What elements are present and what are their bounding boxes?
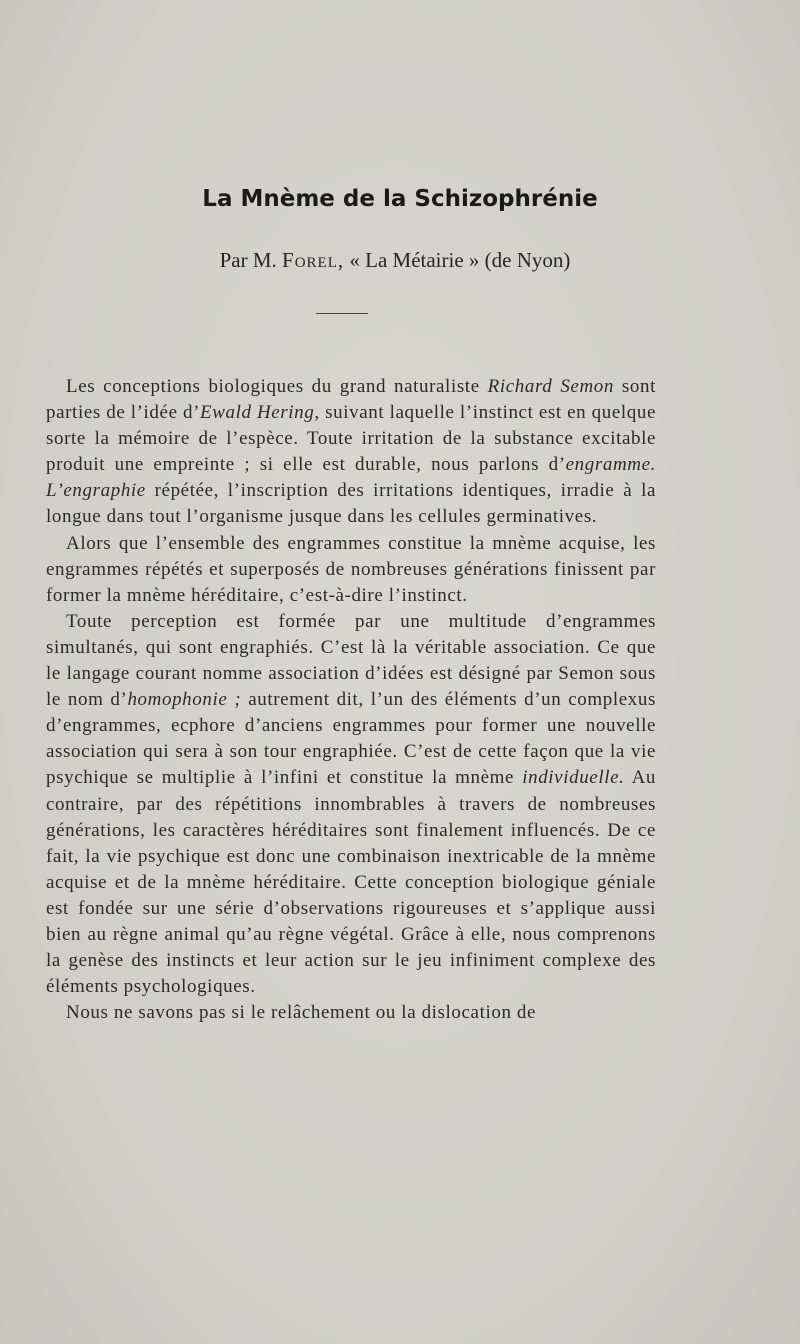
italic-text: homophonie ; [127, 689, 242, 711]
text-run: Les conceptions biologiques du grand naturaliste [66, 376, 488, 397]
text-run: Au contraire, par des répétitions innombrables à travers de nombreuses générations, les caractères héréditaires sont finalement influencés. De ce fait, la vie psychique est donc une combinaison inextricable de la mnème acquise et de la mnème héréditaire. Cette conception biologique géniale est fondée sur une série d’observations rigoureuses et s’applique aussi bien au règne animal qu’au règne végétal. Grâce à elle, nous comprenons la genèse des instincts et leur action sur le jeu infiniment complexe des éléments psychologiques. [46, 767, 656, 998]
body-paragraph [46, 609, 656, 1000]
author-name: Forel, [282, 248, 345, 272]
text-run: répétée, l’inscription des irritations identiques, irradie à la longue dans tout l’organisme jusque dans les cellules germinatives. [46, 480, 656, 528]
body-paragraph [46, 531, 656, 609]
italic-text: individuelle. [522, 767, 625, 789]
text-run: Toute perception est formée par une multitude d’engrammes simultanés, qui sont engraphiés. C’est là la véritable association. Ce que le langage courant nomme association d’idées est désigné par Semon sous le nom d’ [46, 610, 656, 711]
author-affiliation: « La Métairie » (de Nyon) [349, 248, 571, 272]
separator-rule [316, 313, 368, 314]
text-run: sont parties de l’idée d’ [46, 376, 656, 424]
article-title: La Mnème de la Schizophrénie [202, 186, 598, 212]
body-paragraph [46, 374, 656, 531]
author-byline [0, 248, 790, 273]
text-run: Nous ne savons pas si le relâchement ou la dislocation de [66, 1002, 537, 1024]
italic-text: engramme. [565, 454, 656, 476]
italic-text: Richard Semon [487, 376, 614, 397]
text-run: suivant laquelle l’instinct est en quelque sorte la mémoire de l’espèce. Toute irritation de la substance excitable produit une empreinte ; si elle est durable, nous parlons d’ [46, 402, 657, 476]
text-run: Alors que l’ensemble des engrammes constitue la mnème acquise, les engrammes répétés et superposés de nombreuses générations finissent par former la mnème héréditaire, c’est-à-dire l’instinct. [46, 532, 656, 606]
italic-text: Ewald Hering, [200, 402, 320, 424]
article-body [46, 374, 656, 1026]
body-paragraph [46, 1000, 656, 1026]
italic-text: L’engraphie [46, 480, 146, 502]
byline-prefix: Par M. [219, 248, 277, 272]
text-run: autrement dit, l’un des éléments d’un complexus d’engrammes, ecphore d’anciens engrammes pour former une nouvelle association qui sera à son tour engraphiée. C’est de cette façon que la vie psychique se multiplie à l’infini et constitue la mnème [46, 689, 656, 789]
